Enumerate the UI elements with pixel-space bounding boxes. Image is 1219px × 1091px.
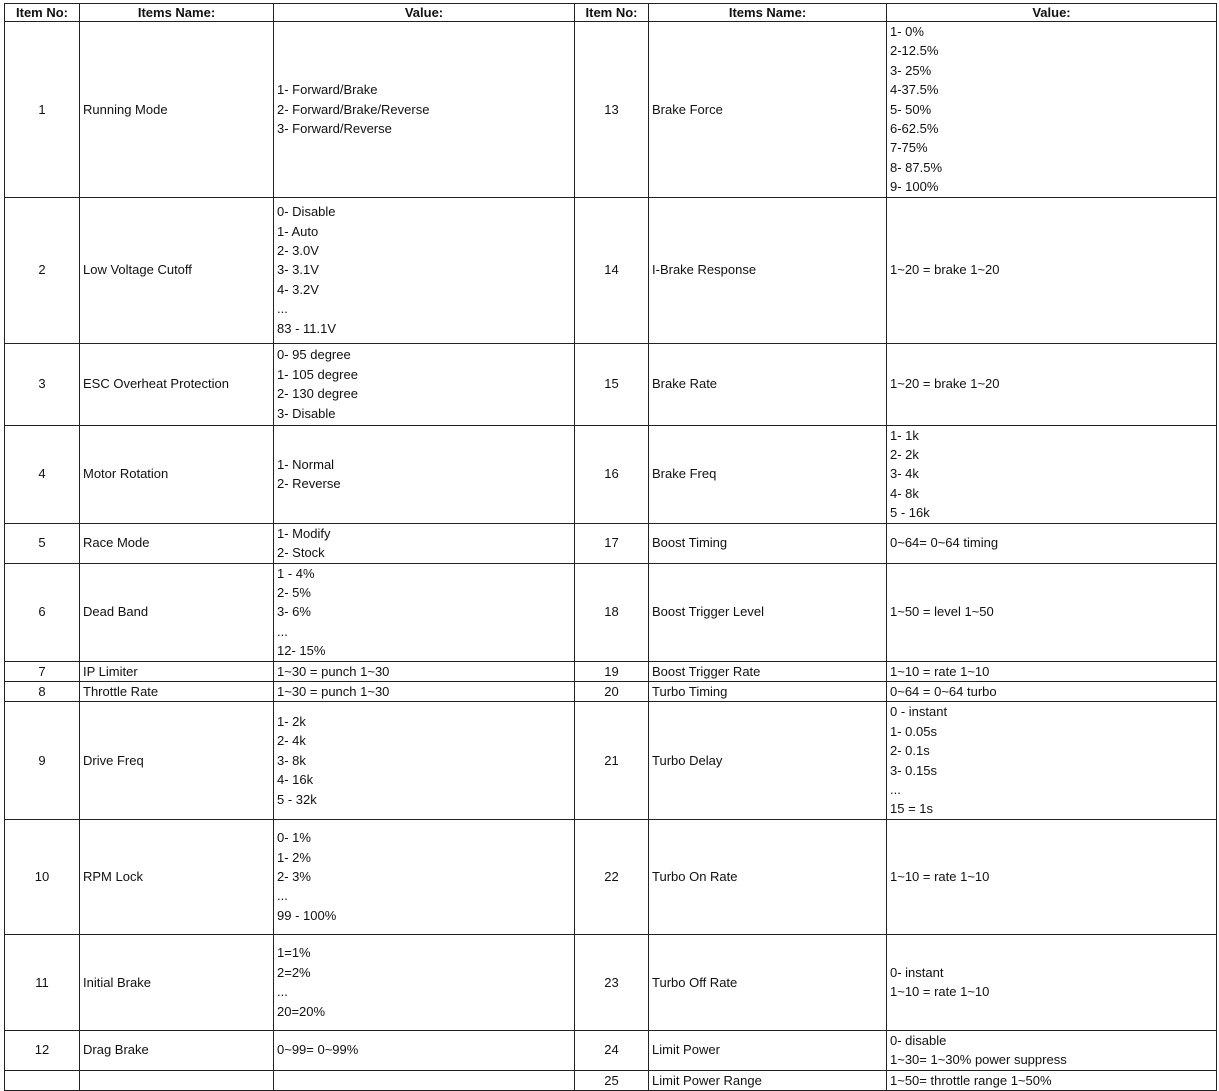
value-line: 0~64 = 0~64 turbo xyxy=(890,683,997,699)
value-line: 12- 15% xyxy=(277,643,326,659)
item-no-cell: 20 xyxy=(575,681,649,701)
item-name-cell: Brake Force xyxy=(649,22,887,198)
item-value-cell xyxy=(274,661,575,681)
value-line: 3- 3.1V xyxy=(277,262,319,278)
item-name-cell: Turbo On Rate xyxy=(649,819,887,934)
table-row xyxy=(5,22,1217,198)
value-line: ... xyxy=(277,623,288,639)
item-value-cell xyxy=(274,1030,575,1070)
value-line: 2- 2k xyxy=(890,447,919,463)
value-line: 3- 8k xyxy=(277,752,306,768)
value-line: 8- 87.5% xyxy=(890,159,943,175)
item-value-cell xyxy=(887,563,1217,661)
value-line: 4-37.5% xyxy=(890,82,939,98)
item-value-cell xyxy=(887,819,1217,934)
value-line: 0- 95 degree xyxy=(277,347,351,363)
value-line: 1- 1k xyxy=(890,427,919,443)
value-line: 6-62.5% xyxy=(890,121,939,137)
item-name-cell: I-Brake Response xyxy=(649,197,887,343)
table-row xyxy=(5,563,1217,661)
value-line: ... xyxy=(890,781,901,797)
item-name-cell: Throttle Rate xyxy=(80,681,274,701)
value-line: 2- 130 degree xyxy=(277,386,358,402)
value-line: 3- 0.15s xyxy=(890,762,937,778)
value-line: 5 - 16k xyxy=(890,505,930,521)
value-line: 15 = 1s xyxy=(890,801,934,817)
value-line: 3- 6% xyxy=(277,604,311,620)
item-no-cell: 24 xyxy=(575,1030,649,1070)
item-name-cell: Limit Power xyxy=(649,1030,887,1070)
item-value-cell xyxy=(274,22,575,198)
value-line: 1~10 = rate 1~10 xyxy=(890,663,990,679)
item-no-cell: 7 xyxy=(5,661,80,681)
item-no-cell: 8 xyxy=(5,681,80,701)
item-value-cell xyxy=(887,197,1217,343)
item-value-cell xyxy=(887,343,1217,425)
value-line: 3- Forward/Reverse xyxy=(277,121,392,137)
item-name-cell: Race Mode xyxy=(80,523,274,563)
item-no-cell: 21 xyxy=(575,702,649,819)
item-no-cell: 14 xyxy=(575,197,649,343)
value-line: 1~10 = rate 1~10 xyxy=(890,984,990,1000)
value-line: 1- 105 degree xyxy=(277,366,358,382)
table-row xyxy=(5,1070,1217,1090)
value-line: 1~10 = rate 1~10 xyxy=(890,869,990,885)
item-value-cell xyxy=(274,563,575,661)
item-no-cell: 5 xyxy=(5,523,80,563)
table-row xyxy=(5,343,1217,425)
item-value-cell xyxy=(887,523,1217,563)
header-value-left: Value: xyxy=(274,4,575,22)
item-no-cell: 11 xyxy=(5,934,80,1030)
item-value-cell xyxy=(274,343,575,425)
value-line: 2- 5% xyxy=(277,584,311,600)
value-line: 1~30= 1~30% power suppress xyxy=(890,1052,1067,1068)
item-value-cell xyxy=(274,934,575,1030)
value-line: 1~20 = brake 1~20 xyxy=(890,262,1000,278)
item-name-cell: Initial Brake xyxy=(80,934,274,1030)
item-name-cell: ESC Overheat Protection xyxy=(80,343,274,425)
item-name-cell: Turbo Off Rate xyxy=(649,934,887,1030)
value-line: 2-12.5% xyxy=(890,43,939,59)
item-name-cell: Boost Timing xyxy=(649,523,887,563)
table-row xyxy=(5,197,1217,343)
item-no-cell xyxy=(5,1070,80,1090)
table-row xyxy=(5,934,1217,1030)
item-name-cell: Brake Freq xyxy=(649,425,887,523)
item-value-cell xyxy=(887,22,1217,198)
table-row xyxy=(5,661,1217,681)
value-line: 4- 16k xyxy=(277,772,314,788)
item-name-cell: Turbo Delay xyxy=(649,702,887,819)
item-name-cell: Drive Freq xyxy=(80,702,274,819)
value-line: 0- instant xyxy=(890,964,944,980)
value-line: 0- disable xyxy=(890,1032,947,1048)
item-value-cell xyxy=(274,1070,575,1090)
value-line: 1~30 = punch 1~30 xyxy=(277,663,390,679)
value-line: 2- 0.1s xyxy=(890,743,930,759)
value-line: 4- 3.2V xyxy=(277,281,319,297)
table-row xyxy=(5,523,1217,563)
item-name-cell: Limit Power Range xyxy=(649,1070,887,1090)
value-line: 5- 50% xyxy=(890,101,932,117)
value-line: 1- 0.05s xyxy=(890,723,937,739)
value-line: 1- 0% xyxy=(890,24,924,39)
value-line: 1~50= throttle range 1~50% xyxy=(890,1072,1052,1088)
item-value-cell xyxy=(887,681,1217,701)
value-line: 2- Forward/Brake/Reverse xyxy=(277,101,430,117)
item-no-cell: 18 xyxy=(575,563,649,661)
value-line: 2- Reverse xyxy=(277,476,341,492)
item-value-cell xyxy=(274,425,575,523)
item-value-cell xyxy=(274,819,575,934)
value-line: 0~99= 0~99% xyxy=(277,1042,359,1058)
item-value-cell xyxy=(274,702,575,819)
header-items-name-left: Items Name: xyxy=(80,4,274,22)
table-row xyxy=(5,819,1217,934)
item-no-cell: 12 xyxy=(5,1030,80,1070)
item-no-cell: 15 xyxy=(575,343,649,425)
value-line: 9- 100% xyxy=(890,179,939,195)
value-line: 3- 25% xyxy=(890,62,932,78)
item-name-cell: Dead Band xyxy=(80,563,274,661)
item-name-cell: Motor Rotation xyxy=(80,425,274,523)
value-line: 0- Disable xyxy=(277,204,336,220)
item-value-cell xyxy=(274,523,575,563)
item-no-cell: 19 xyxy=(575,661,649,681)
item-no-cell: 10 xyxy=(5,819,80,934)
table-row xyxy=(5,1030,1217,1070)
value-line: 1 - 4% xyxy=(277,565,315,581)
value-line: 1~20 = brake 1~20 xyxy=(890,376,1000,392)
table-row xyxy=(5,702,1217,819)
value-line: ... xyxy=(277,888,288,904)
value-line: 2- 3% xyxy=(277,869,311,885)
item-name-cell: Brake Rate xyxy=(649,343,887,425)
item-name-cell: Boost Trigger Level xyxy=(649,563,887,661)
table-body xyxy=(5,22,1217,1091)
item-name-cell: RPM Lock xyxy=(80,819,274,934)
value-line: 0- 1% xyxy=(277,830,311,846)
header-items-name-right: Items Name: xyxy=(649,4,887,22)
item-value-cell xyxy=(887,934,1217,1030)
value-line: ... xyxy=(277,984,288,1000)
value-line: 1- Auto xyxy=(277,223,319,239)
item-no-cell: 22 xyxy=(575,819,649,934)
header-item-no-right: Item No: xyxy=(575,4,649,22)
item-no-cell: 4 xyxy=(5,425,80,523)
settings-table xyxy=(4,3,1217,1091)
item-name-cell: Drag Brake xyxy=(80,1030,274,1070)
item-value-cell xyxy=(887,425,1217,523)
value-line: 1~50 = level 1~50 xyxy=(890,604,994,620)
item-name-cell: Low Voltage Cutoff xyxy=(80,197,274,343)
value-line: 20=20% xyxy=(277,1003,326,1019)
value-line: 5 - 32k xyxy=(277,791,317,807)
value-line: 1~30 = punch 1~30 xyxy=(277,683,390,699)
item-no-cell: 23 xyxy=(575,934,649,1030)
item-no-cell: 6 xyxy=(5,563,80,661)
value-line: 3- Disable xyxy=(277,405,336,421)
value-line: 0 - instant xyxy=(890,704,948,720)
item-name-cell: Turbo Timing xyxy=(649,681,887,701)
value-line: 83 - 11.1V xyxy=(277,320,337,336)
item-no-cell: 2 xyxy=(5,197,80,343)
item-no-cell: 16 xyxy=(575,425,649,523)
item-name-cell: Boost Trigger Rate xyxy=(649,661,887,681)
value-line: 2- Stock xyxy=(277,545,325,561)
value-line: 1=1% xyxy=(277,945,311,961)
item-name-cell xyxy=(80,1070,274,1090)
item-no-cell: 3 xyxy=(5,343,80,425)
item-value-cell xyxy=(887,1070,1217,1090)
value-line: 3- 4k xyxy=(890,466,919,482)
value-line: 1- Modify xyxy=(277,525,331,541)
value-line: 7-75% xyxy=(890,140,928,156)
item-no-cell: 13 xyxy=(575,22,649,198)
value-line: 2- 4k xyxy=(277,733,306,749)
item-no-cell: 25 xyxy=(575,1070,649,1090)
value-line: 2=2% xyxy=(277,964,311,980)
value-line: 1- Normal xyxy=(277,456,335,472)
value-line: 99 - 100% xyxy=(277,907,337,923)
value-line: 0~64= 0~64 timing xyxy=(890,535,999,551)
item-name-cell: Running Mode xyxy=(80,22,274,198)
item-no-cell: 9 xyxy=(5,702,80,819)
item-value-cell xyxy=(887,661,1217,681)
header-row xyxy=(5,4,1217,22)
item-value-cell xyxy=(274,197,575,343)
header-value-right: Value: xyxy=(887,4,1217,22)
value-line: ... xyxy=(277,301,288,317)
item-name-cell: IP Limiter xyxy=(80,661,274,681)
value-line: 2- 3.0V xyxy=(277,243,319,259)
value-line: 1- Forward/Brake xyxy=(277,82,378,98)
table-row xyxy=(5,681,1217,701)
item-no-cell: 1 xyxy=(5,22,80,198)
value-line: 1- 2% xyxy=(277,849,311,865)
item-value-cell xyxy=(887,702,1217,819)
item-value-cell xyxy=(274,681,575,701)
item-value-cell xyxy=(887,1030,1217,1070)
header-item-no-left: Item No: xyxy=(5,4,80,22)
item-no-cell: 17 xyxy=(575,523,649,563)
value-line: 4- 8k xyxy=(890,485,919,501)
value-line: 1- 2k xyxy=(277,714,306,730)
table-row xyxy=(5,425,1217,523)
